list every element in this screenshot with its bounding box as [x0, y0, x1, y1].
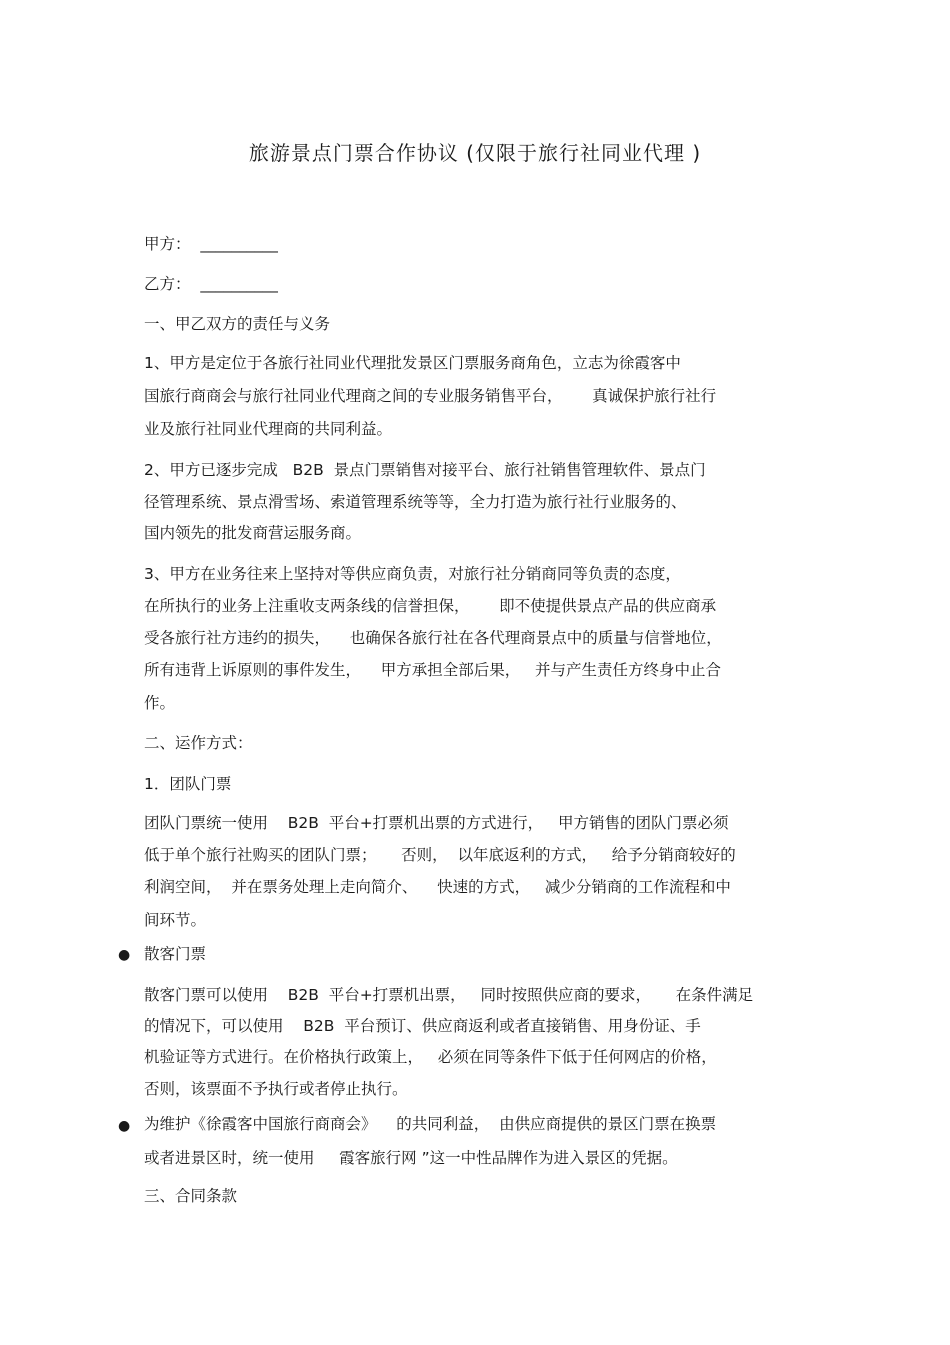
p1-line-2: 国旅行商商会与旅行社同业代理商之间的专业服务销售平台， 真诚保护旅行社行 — [144, 387, 717, 405]
p5-line-1: 散客门票可以使用 B2B 平台+打票机出票， 同时按照供应商的要求， 在条件满足 — [144, 986, 754, 1004]
bullet-icon: ● — [118, 947, 131, 963]
document-title: 旅游景点门票合作协议 (仅限于旅行社同业代理 ) — [248, 141, 702, 165]
p5-line-3: 机验证等方式进行。在价格执行政策上， 必须在同等条件下低于任何网店的价格， — [144, 1048, 717, 1066]
party-a-line: 甲方： __________ — [144, 235, 278, 253]
p6-line-2: 或者进景区时，统一使用 霞客旅行网 ”这一中性品牌作为进入景区的凭据。 — [144, 1149, 678, 1167]
subsection-1-heading: 1．团队门票 — [144, 775, 232, 793]
section-3-heading: 三、合同条款 — [144, 1187, 238, 1205]
p2-line-1: 2、甲方已逐步完成 B2B 景点门票销售对接平台、旅行社销售管理软件、景点门 — [144, 461, 706, 479]
p3-line-3: 受各旅行社方违约的损失， 也确保各旅行社在各代理商景点中的质量与信誉地位， — [144, 629, 722, 647]
bullet-1-heading: 散客门票 — [144, 945, 207, 963]
p4-line-3: 利润空间， 并在票务处理上走向简介、 快速的方式， 减少分销商的工作流程和中 — [144, 878, 731, 896]
section-1-heading: 一、甲乙双方的责任与义务 — [144, 315, 331, 333]
p5-line-2: 的情况下，可以使用 B2B 平台预订、供应商返利或者直接销售、用身份证、手 — [144, 1017, 701, 1035]
p5-line-4: 否则，该票面不予执行或者停止执行。 — [144, 1080, 408, 1098]
p4-line-1: 团队门票统一使用 B2B 平台+打票机出票的方式进行， 甲方销售的团队门票必须 — [144, 814, 729, 832]
p1-line-1: 1、甲方是定位于各旅行社同业代理批发景区门票服务商角色，立志为徐霞客中 — [144, 354, 681, 372]
p2-line-3: 国内领先的批发商营运服务商。 — [144, 524, 362, 542]
p3-line-2: 在所执行的业务上注重收支两条线的信誉担保， 即不使提供景点产品的供应商承 — [144, 597, 717, 615]
p6-line-1: 为维护《徐霞客中国旅行商商会》 的共同利益， 由供应商提供的景区门票在换票 — [144, 1115, 717, 1133]
p1-line-3: 业及旅行社同业代理商的共同利益。 — [144, 420, 393, 438]
section-2-heading: 二、运作方式： — [144, 734, 253, 752]
p2-line-2: 径管理系统、景点滑雪场、索道管理系统等等，全力打造为旅行社行业服务的、 — [144, 493, 687, 511]
bullet-icon: ● — [118, 1118, 131, 1134]
p4-line-4: 间环节。 — [144, 911, 207, 929]
p3-line-1: 3、甲方在业务往来上坚持对等供应商负责，对旅行社分销商同等负责的态度， — [144, 565, 681, 583]
p3-line-5: 作。 — [144, 694, 176, 712]
p4-line-2: 低于单个旅行社购买的团队门票； 否则， 以年底返利的方式， 给予分销商较好的 — [144, 846, 736, 864]
p3-line-4: 所有违背上诉原则的事件发生， 甲方承担全部后果， 并与产生责任方终身中止合 — [144, 661, 721, 679]
party-b-line: 乙方： __________ — [144, 275, 278, 293]
